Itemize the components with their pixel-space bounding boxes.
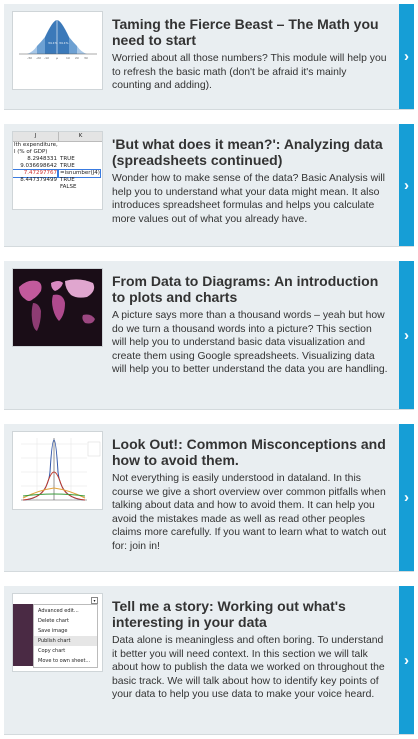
module-title[interactable]: Tell me a story: Working out what's interesting in your data xyxy=(112,598,346,630)
svg-text:34.1%: 34.1% xyxy=(48,41,58,45)
module-description: Data alone is meaningless and often boring. To understand it better you will need context. In this section we will talk about how to publish the data we worked on throughout the basic track. We will talk about how to identify key points of your data to help you use data to make your voice heard. xyxy=(112,635,385,701)
chevron-right-icon[interactable]: › xyxy=(399,4,414,109)
module-title[interactable]: 'But what does it mean?': Analyzing data (spreadsheets continued) xyxy=(112,136,383,168)
thumbnail-world-map xyxy=(13,269,102,346)
thumbnail-chart-menu xyxy=(13,594,102,671)
chevron-right-icon[interactable]: › xyxy=(399,586,414,734)
chevron-right-icon[interactable]: › xyxy=(399,424,414,571)
spreadsheet-col-j: J xyxy=(13,132,59,141)
cell-flag: FALSE xyxy=(60,184,77,190)
thumbnail-distribution-curves xyxy=(13,432,102,509)
cell-flag: TRUE xyxy=(60,163,75,169)
module-description: A picture says more than a thousand words – yeah but how do we turn a thousand words into a picture? This section will help you to understand basic data visualization and create them using Google spreadsheets. Visualizing data will help you to better understand the data you are handling. xyxy=(112,310,388,376)
menu-item: Delete chart xyxy=(38,618,70,624)
cell-flag: TRUE xyxy=(60,177,75,183)
module-title[interactable]: Taming the Fierce Beast – The Math you need to start xyxy=(112,16,379,48)
spreadsheet-header: l (% of GDP) xyxy=(14,149,48,155)
module-card-misconceptions[interactable] xyxy=(4,424,414,572)
module-card-story[interactable] xyxy=(4,586,414,735)
module-card-diagrams[interactable] xyxy=(4,261,414,410)
chevron-right-icon[interactable]: › xyxy=(399,124,414,246)
cell-value: 7.47297767 xyxy=(13,170,58,177)
svg-text:μ: μ xyxy=(56,56,58,60)
menu-item: Copy chart xyxy=(38,648,66,654)
svg-text:1σ: 1σ xyxy=(66,56,70,60)
svg-text:3σ: 3σ xyxy=(84,56,88,60)
cell-value xyxy=(13,184,58,191)
cell-value: 8.2948331 xyxy=(27,156,57,162)
module-title[interactable]: Look Out!: Common Misconceptions and how to avoid them. xyxy=(112,436,386,468)
thumbnail-spreadsheet xyxy=(13,132,102,209)
svg-text:34.1%: 34.1% xyxy=(59,41,69,45)
svg-text:-2σ: -2σ xyxy=(36,56,41,60)
module-description: Worried about all those numbers? This module will help you to refresh the basic math (don't be afraid it's mainly counting and adding). xyxy=(112,53,387,92)
menu-item: Advanced edit... xyxy=(38,608,79,614)
svg-text:2σ: 2σ xyxy=(75,56,79,60)
chevron-right-icon[interactable]: › xyxy=(399,261,414,409)
cell-value: 8.447379499 xyxy=(20,177,57,183)
menu-item: Save image xyxy=(38,628,68,634)
menu-item: Publish chart xyxy=(34,636,97,646)
menu-item: Move to own sheet... xyxy=(38,658,91,664)
spreadsheet-col-k: K xyxy=(78,133,83,139)
cell-flag: TRUE xyxy=(60,156,75,162)
thumbnail-normal-distribution xyxy=(13,12,102,89)
cell-value: 9.036698642 xyxy=(20,163,57,169)
chart-context-menu xyxy=(33,604,98,668)
spreadsheet-header: lth expenditure, xyxy=(14,142,58,148)
svg-text:-3σ: -3σ xyxy=(27,56,32,60)
module-card-math[interactable] xyxy=(4,4,414,110)
cell-flag: =isnumber(J4) xyxy=(60,170,100,176)
module-title[interactable]: From Data to Diagrams: An introduction to plots and charts xyxy=(112,273,379,305)
svg-text:-1σ: -1σ xyxy=(44,56,49,60)
module-description: Wonder how to make sense of the data? Basic Analysis will help you to understand what your data might mean. It also introduces spreadsheet formulas and helps you calculate more values out of what you already have. xyxy=(112,173,385,225)
module-card-analysis[interactable] xyxy=(4,124,414,247)
dropdown-toggle-icon: ▾ xyxy=(91,597,98,604)
module-description: Not everything is easily understood in dataland. In this course we give a short overview over common pitfalls when talking about data and how to avoid them. It can help you avoid the mistakes made as well as read other peoples claims more carefully. If you want to learn what to watch out for: join in! xyxy=(112,473,387,552)
